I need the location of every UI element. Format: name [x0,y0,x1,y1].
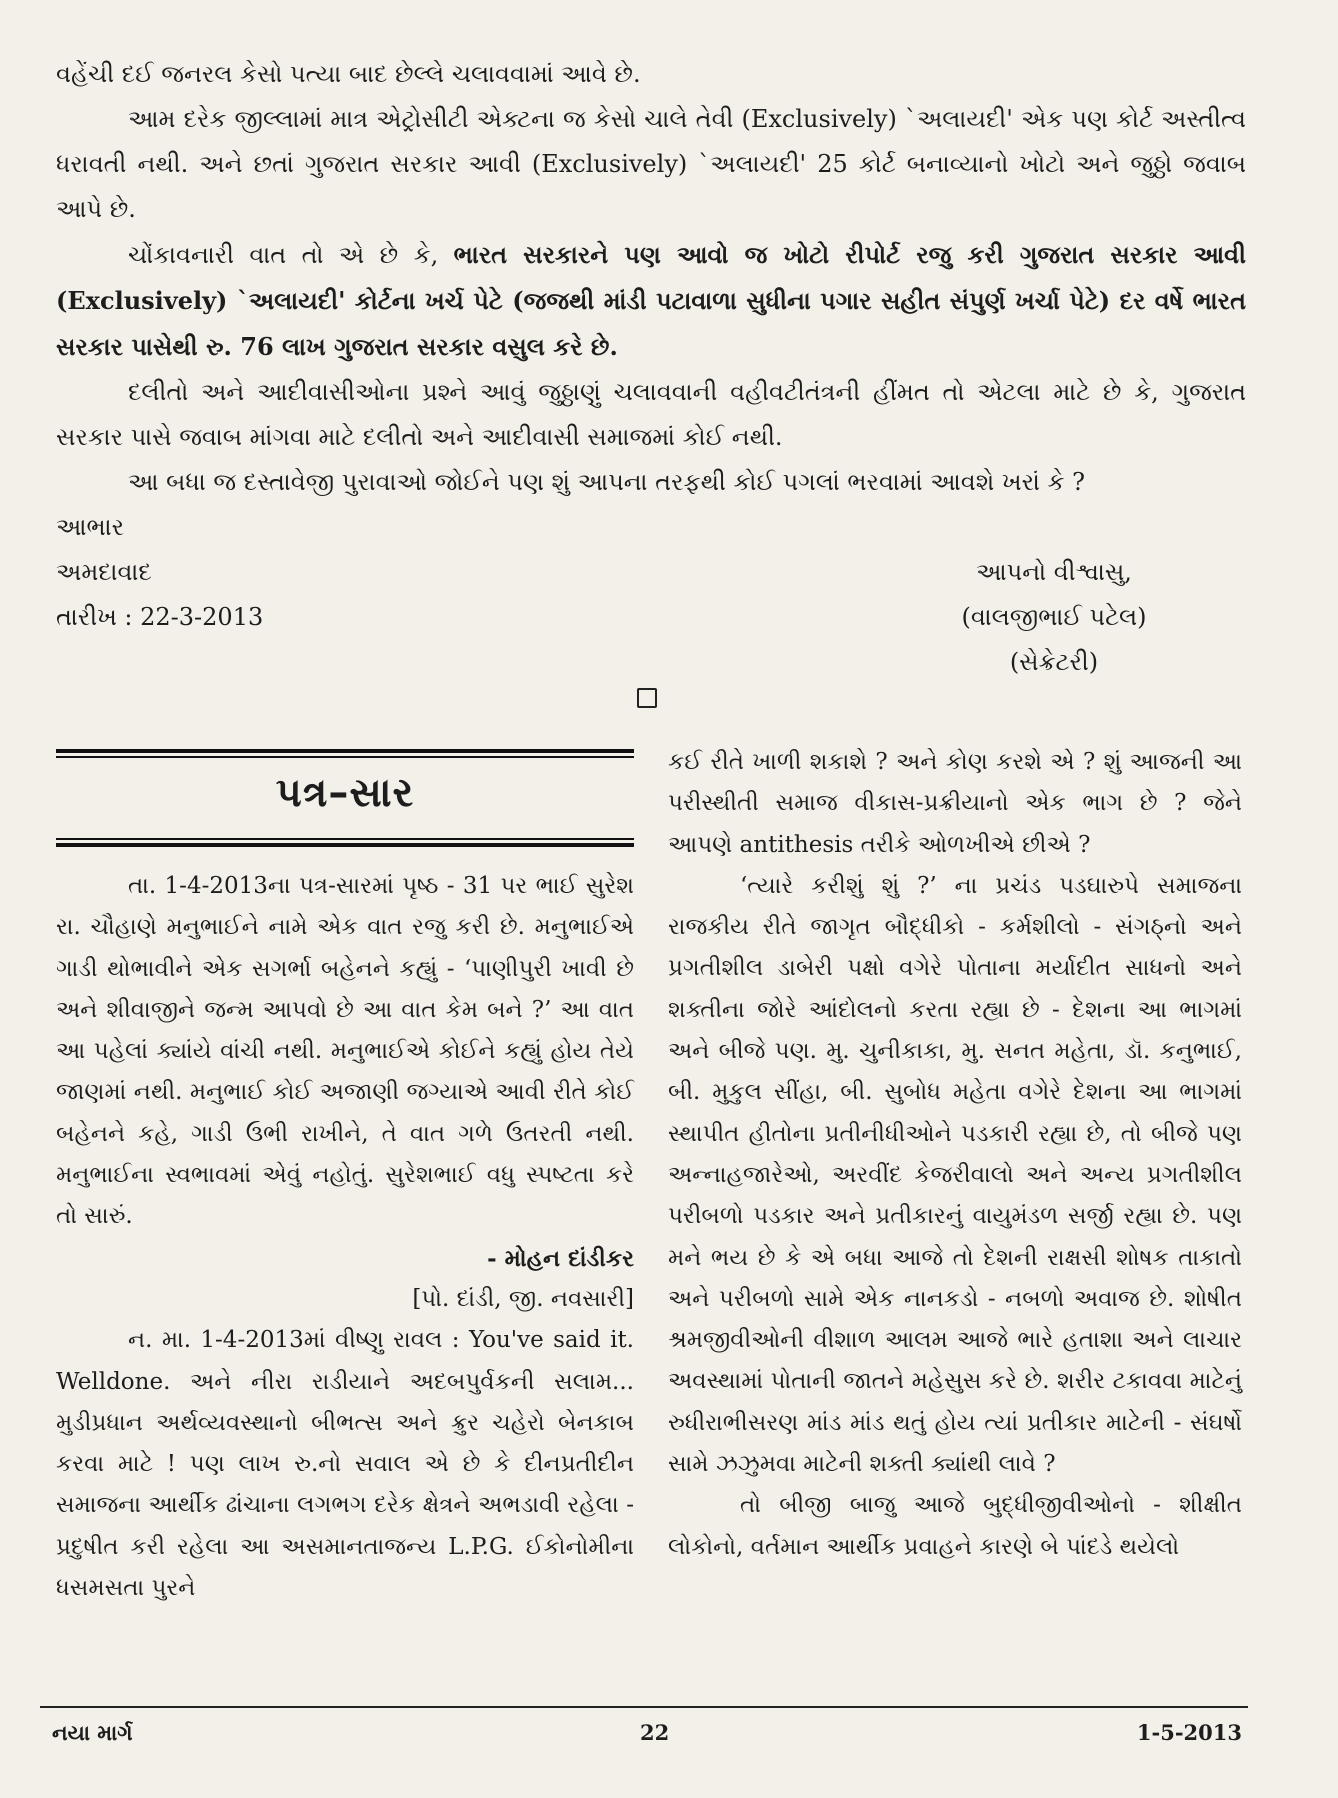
signature-title: (સેક્રેટરી) [1009,648,1099,676]
signature-line-1: આપનો વીશ્વાસુ, [976,558,1132,586]
letter-paragraph: ન. મા. 1-4-2013માં વીષ્ણુ રાવલ : You've said it. Welldone. અને નીરા રાડીયાને અદબપુર્વકની સલામ... મુડીપ્રધાન અર્થવ્યવસ્થાનો બીભત્સ અને ક્રુર ચહેરો બેનકાબ કરવા માટે ! પણ લાખ રુ.નો સવાલ એ છે કે દીનપ્રતીદીન સમાજના આર્થીક ઢાંચાના લગભગ દરેક ક્ષેત્રને અભડાવી રહેલા - પ્રદુષીત કરી રહેલા આ અસમાનતાજન્ય L.P.G. ઈકોનોમીના ધસમસતા પુરને [56,1327,634,1602]
letter-continuation [56,52,1246,685]
issue-date: 1-5-2013 [1136,1720,1242,1745]
page-number: 22 [640,1720,670,1745]
paragraph: દલીતો અને આદીવાસીઓના પ્રશ્ને આવું જુઠ્ઠાણું ચલાવવાની વહીવટીતંત્રની હીંમત તો એટલા માટે છે કે, ગુજરાત સરકાર પાસે જવાબ માંગવા માટે દલીતો અને આદીવાસી સમાજમાં કોઈ નથી. [56,378,1246,451]
date-label: તારીખ : 22-3-2013 [56,603,264,631]
footer-rule [40,1706,1248,1708]
bold-text: ભારત સરકારને પણ આવો જ ખોટો રીપોર્ટ રજુ કરી ગુજરાત સરકાર આવી (Exclusively) `અલાયદી' કોર્ટના ખર્ચ પેટે (જજથી માંડી પટાવાળા સુધીના પગાર સહીત સંપુર્ણ ખર્ચા પેટે) દર વર્ષે ભારત સરકાર પાસેથી રુ. 76 લાખ ગુજરાત સરકાર વસુલ કરે છે. [56,240,1246,361]
paragraph: આમ દરેક જીલ્લામાં માત્ર એટ્રોસીટી એક્ટના જ કેસો ચાલે તેવી (Exclusively) `અલાયદી' એક પણ કોર્ટ અસ્તીત્વ ધરાવતી નથી. અને છતાં ગુજરાત સરકાર આવી (Exclusively) `અલાયદી' 25 કોર્ટ બનાવ્યાનો ખોટો અને જુઠ્ઠો જવાબ આપે છે. [56,105,1246,223]
column-paragraph: તો બીજી બાજુ આજે બુદ્ધીજીવીઓનો - શીક્ષીત લોકોનો, વર્તમાન આર્થીક પ્રવાહને કારણે બે પાંદડે થયેલો [668,1492,1242,1560]
signature-row-1 [56,550,1246,595]
signature-row-3 [56,640,1246,685]
column-paragraph: ‘ત્યારે કરીશું શું ?’ ના પ્રચંડ પડઘારુપે સમાજના રાજકીય રીતે જાગૃત બૌદ્ધીકો - કર્મશીલો - સંગઠ્નો અને પ્રગતીશીલ ડાબેરી પક્ષો વગેરે પોતાના મર્યાદીત સાધનો અને શક્તીના જોરે આંદોલનો કરતા રહ્યા છે - દેશના આ ભાગમાં અને બીજે પણ. મુ. ચુનીકાકા, મુ. સનત મહેતા, ડૉ. કનુભાઈ, બી. મુકુલ સીંહા, બી. સુબોધ મહેતા વગેરે દેશના આ ભાગમાં સ્થાપીત હીતોના પ્રતીનીધીઓને પડકારી રહ્યા છે, તો બીજે પણ અન્નાહજારેઓ, અરવીંદ કેજરીવાલો અને અન્ય પ્રગતીશીલ પરીબળો પડકાર અને પ્રતીકારનું વાયુમંડળ સર્જી રહ્યા છે. પણ મને ભય છે કે એ બધા આજે તો દેશની રાક્ષસી શોષક તાકાતો અને પરીબળો સામે એક નાનકડો - નબળો અવાજ છે. શોષીત શ્રમજીવીઓની વીશાળ આલમ આજે ભારે હતાશા અને લાચાર અવસ્થામાં પોતાની જાતને મહેસુસ કરે છે. શરીર ટકાવવા માટેનું રુધીરાભીસરણ માંડ માંડ થતું હોય ત્યાં પ્રતીકાર માટેની - સંઘર્ષો સામે ઝઝુમવા માટેની શક્તી ક્યાંથી લાવે ? [668,872,1242,1478]
signature-name: (વાલજીભાઈ પટેલ) [961,603,1147,631]
left-column [56,866,634,1609]
paragraph-lead: ચોંકાવનારી વાત તો એ છે કે, [128,241,454,269]
end-mark-box [637,688,657,708]
section-bottom-rule [56,838,634,847]
publication-name: નયા માર્ગ [52,1720,133,1745]
paragraph: આ બધા જ દસ્તાવેજી પુરાવાઓ જોઈને પણ શું આપના તરફથી કોઈ પગલાં ભરવામાં આવશે ખરાં કે ? [128,468,1085,496]
letter-author: - મોહન દાંડીકર [487,1244,634,1272]
section-title: પત્ર–સાર [275,770,415,816]
section-top-rule [56,749,634,758]
author-address: [પો. દાંડી, જી. નવસારી] [412,1285,634,1312]
continuation-line: વહેંચી દઈ જનરલ કેસો પત્યા બાદ છેલ્લે ચલાવવામાં આવે છે. [56,60,641,88]
letter-paragraph: તા. 1-4-2013ના પત્ર-સારમાં પૃષ્ઠ - 31 પર ભાઈ સુરેશ રા. ચૌહાણે મનુભાઈને નામે એક વાત રજુ કરી છે. મનુભાઈએ ગાડી થોભાવીને એક સગર્ભા બહેનને કહ્યું - ‘પાણીપુરી ખાવી છે અને શીવાજીને જન્મ આપવો છે આ વાત કેમ બને ?’ આ વાત આ પહેલાં ક્યાંયે વાંચી નથી. મનુભાઈએ કોઈને કહ્યું હોય તેયે જાણમાં નથી. મનુભાઈ કોઈ અજાણી જગ્યાએ આવી રીતે કોઈ બહેનને કહે, ગાડી ઉભી રાખીને, તે વાત ગળે ઉતરતી નથી. મનુભાઈના સ્વભાવમાં એવું નહોતું. સુરેશભાઈ વધુ સ્પષ્ટતા કરે તો સારું. [56,873,634,1230]
paragraph-bold-statement [56,232,1246,370]
place-label: અમદાવાદ [56,558,152,586]
thanks-line: આભાર [56,513,125,541]
right-column [668,742,1242,1568]
signature-row-2 [56,595,1246,640]
column-paragraph: કઈ રીતે ખાળી શકાશે ? અને કોણ કરશે એ ? શું આજની આ પરીસ્થીતી સમાજ વીકાસ-પ્રક્રીયાનો એક ભાગ છે ? જેને આપણે antithesis તરીકે ઓળખીએ છીએ ? [668,749,1242,858]
